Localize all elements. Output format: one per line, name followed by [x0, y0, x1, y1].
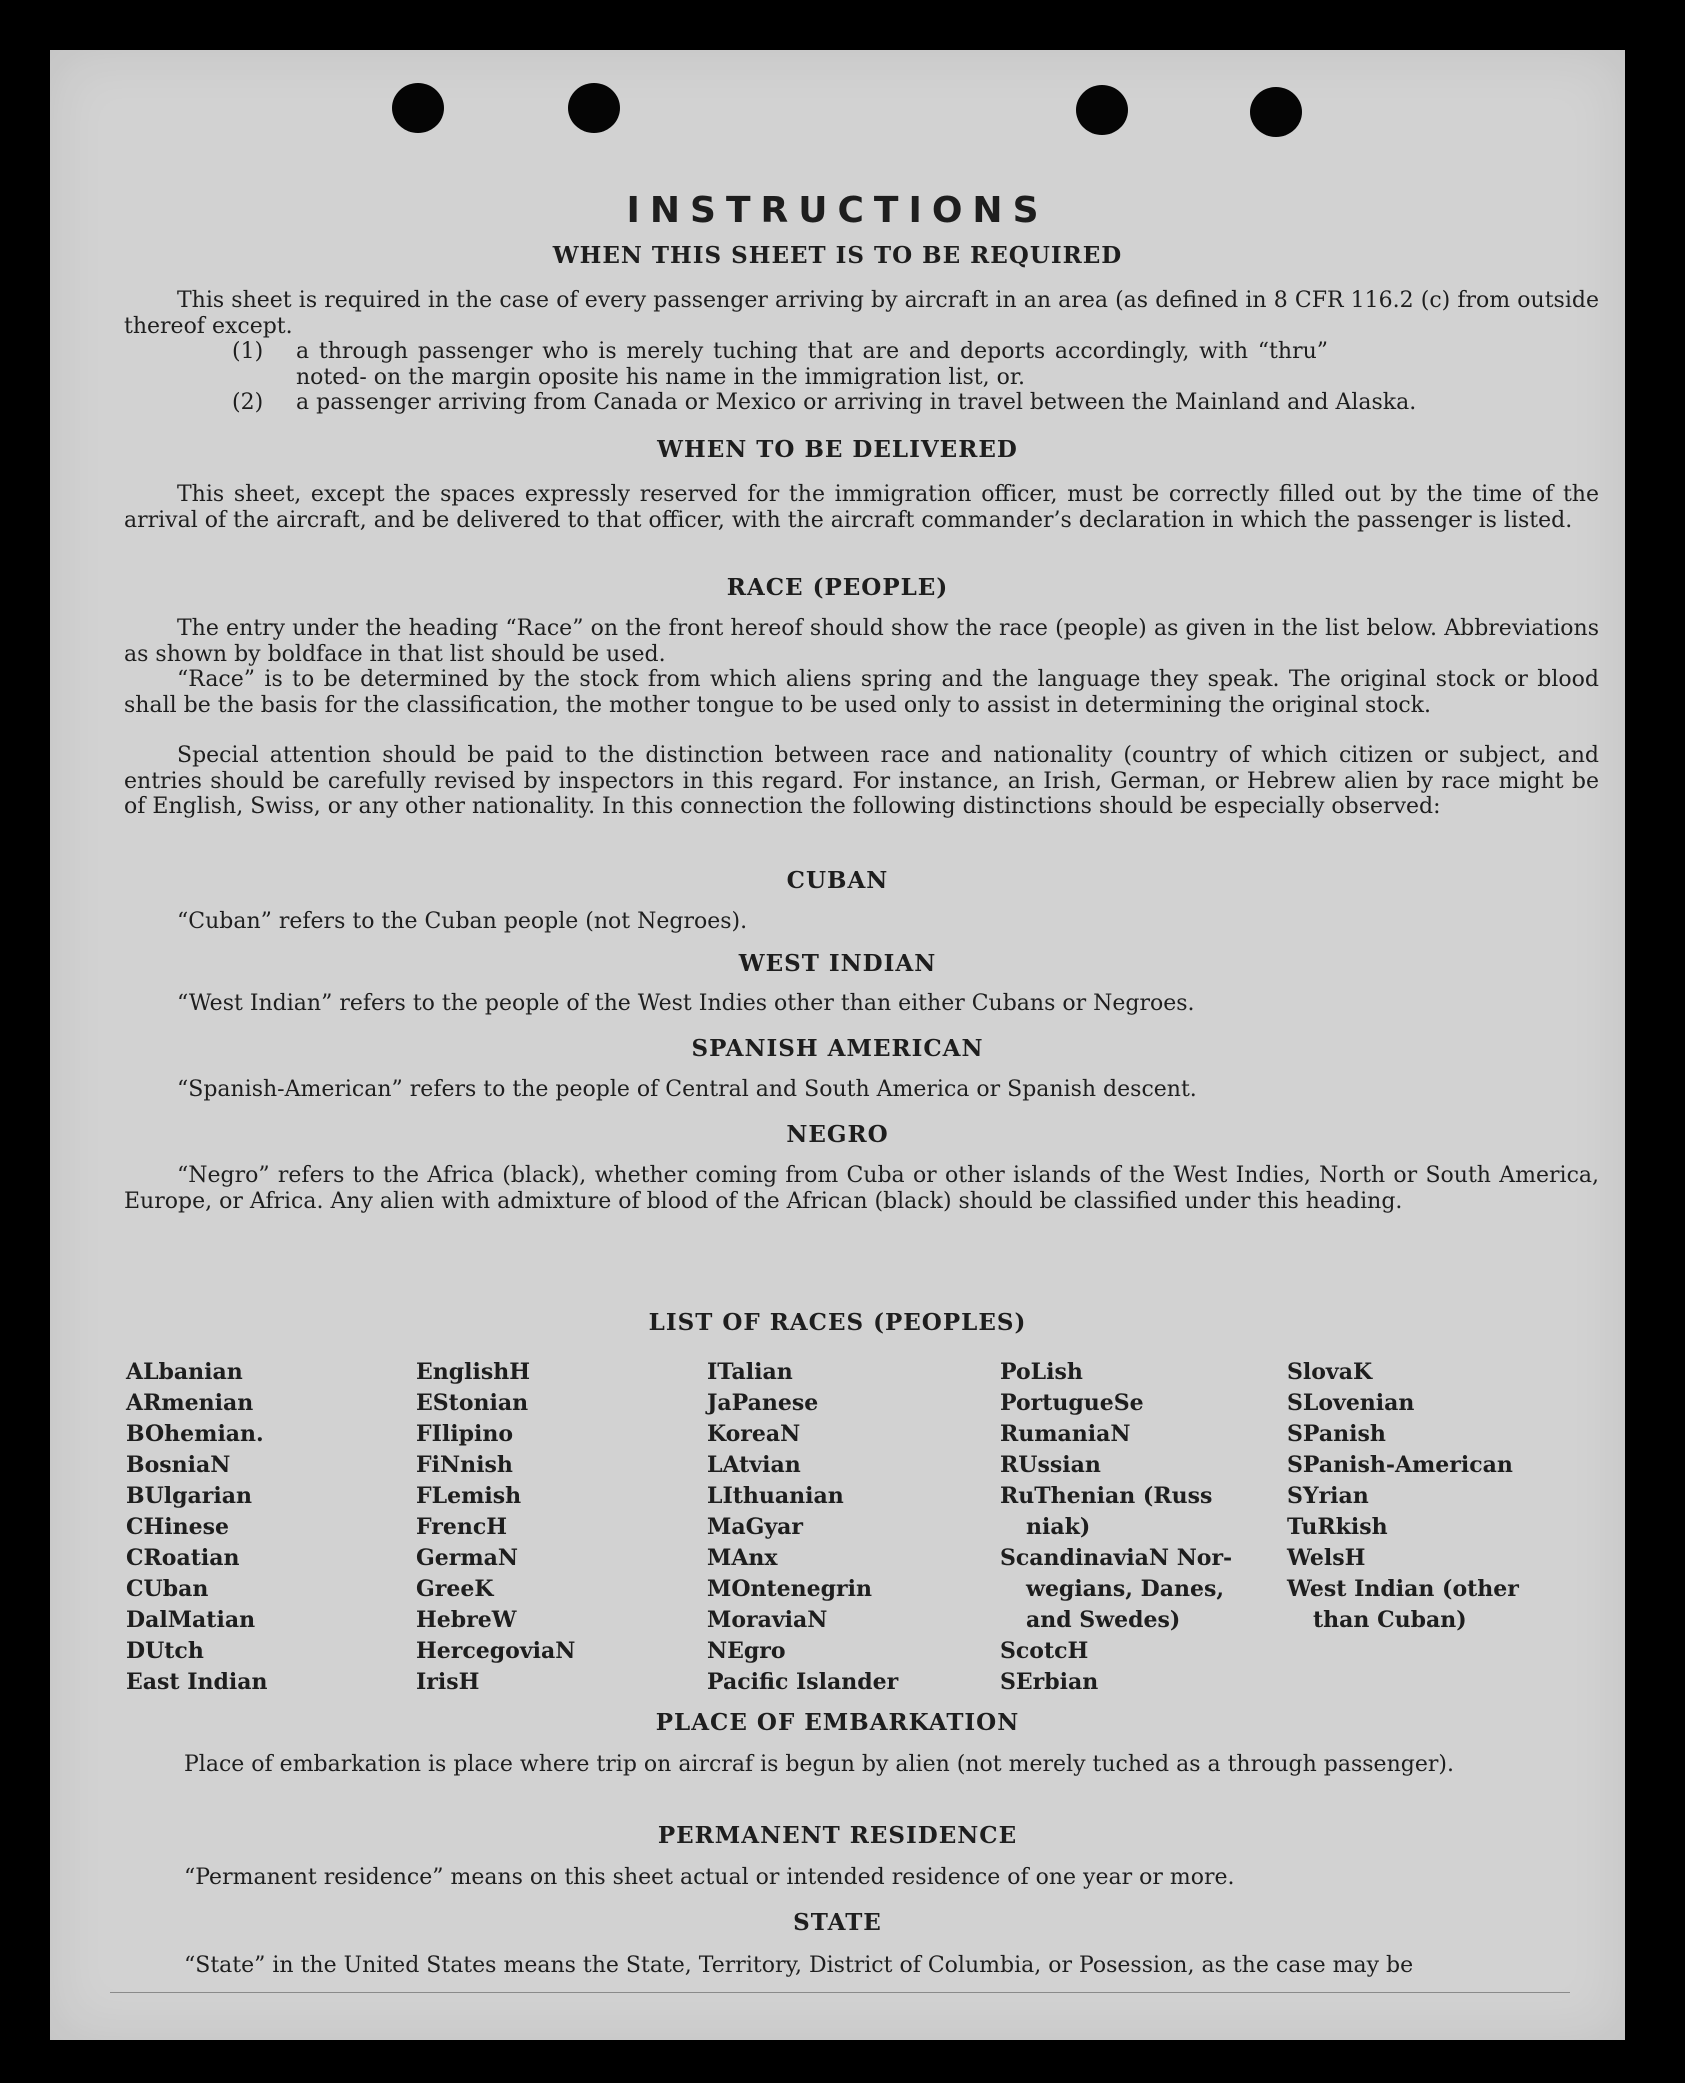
race-entry: SLovenian	[1287, 1390, 1415, 1416]
item-number: (2)	[232, 390, 264, 415]
race-entry: FLemish	[416, 1483, 522, 1509]
race-entry: RUssian	[1000, 1452, 1101, 1478]
race-entry: SYrian	[1287, 1483, 1369, 1509]
races-column-1	[126, 1357, 268, 1698]
race-entry: DUtch	[126, 1638, 204, 1664]
race-entry: CHinese	[126, 1514, 230, 1540]
race-entry: BOhemian.	[126, 1421, 264, 1447]
race-entry-continued: niak)	[1026, 1514, 1091, 1540]
punch-hole	[392, 83, 444, 133]
paragraph-embarkation: Place of embarkation is place where trip on aircraf is begun by alien (not merely tuched as a through passenger).	[184, 1752, 1454, 1777]
race-entry-continued: wegians, Danes,	[1026, 1576, 1224, 1602]
races-column-3	[707, 1357, 898, 1698]
races-column-4	[1000, 1357, 1232, 1698]
race-entry: BUlgarian	[126, 1483, 252, 1509]
race-entry: HebreW	[416, 1607, 517, 1633]
divider	[110, 1992, 1570, 1993]
race-entry: LAtvian	[707, 1452, 801, 1478]
races-column-2	[416, 1357, 575, 1698]
punch-hole	[1076, 85, 1128, 135]
heading-cuban: CUBAN	[786, 867, 889, 894]
race-entry: JaPanese	[707, 1390, 819, 1416]
race-entry-continued: and Swedes)	[1026, 1607, 1181, 1633]
race-entry: DalMatian	[126, 1607, 256, 1633]
race-entry: ALbanian	[126, 1359, 243, 1385]
race-entry: West Indian (other	[1287, 1576, 1519, 1602]
punch-hole	[1250, 87, 1302, 137]
race-entry: EStonian	[416, 1390, 529, 1416]
race-entry: FiNnish	[416, 1452, 513, 1478]
race-entry: CUban	[126, 1576, 209, 1602]
paragraph-delivered: This sheet, except the spaces expressly reserved for the immigration officer, must be correctly filled out by the time of the arrival of the aircraft, and be delivered to that officer, with the aircraft commander’s declaration in which the passenger is listed.	[124, 482, 1599, 533]
race-entry: East Indian	[126, 1669, 268, 1695]
race-entry: SlovaK	[1287, 1359, 1373, 1385]
heading-embarkation: PLACE OF EMBARKATION	[655, 1709, 1020, 1736]
race-entry: SErbian	[1000, 1669, 1099, 1695]
document-sheet	[50, 50, 1625, 2040]
race-entry: WelsH	[1287, 1545, 1366, 1571]
race-entry: ARmenian	[126, 1390, 254, 1416]
race-entry: KoreaN	[707, 1421, 801, 1447]
race-entry-continued: than Cuban)	[1313, 1607, 1467, 1633]
list-item-canada-mexico: a passenger arriving from Canada or Mexico or arriving in travel between the Mainland and Alaska.	[296, 390, 1417, 415]
paragraph-spanish-american: “Spanish-American” refers to the people of Central and South America or Spanish descent.	[177, 1077, 1197, 1102]
heading-when-delivered: WHEN TO BE DELIVERED	[657, 436, 1018, 463]
race-entry: RumaniaN	[1000, 1421, 1131, 1447]
race-entry: RuThenian (Russ	[1000, 1483, 1213, 1509]
heading-permanent-residence: PERMANENT RESIDENCE	[657, 1822, 1018, 1849]
race-entry: GermaN	[416, 1545, 519, 1571]
item-number: (1)	[232, 339, 264, 364]
race-entry: FrencH	[416, 1514, 507, 1540]
heading-west-indian: WEST INDIAN	[738, 950, 937, 977]
list-item-through-passenger: a through passenger who is merely tuching that are and deports accordingly, with “thru” noted- on the margin oposite his name in the immigration list, or.	[296, 339, 1328, 390]
race-entry: ScandinaviaN Nor-	[1000, 1545, 1233, 1571]
race-entry: MoraviaN	[707, 1607, 828, 1633]
paragraph-race-3: Special attention should be paid to the distinction between race and nationality (country of which citizen or subject, and entries should be carefully revised by inspectors in this regard. For instance, an Irish, German, or Hebrew alien by race might be of English, Swiss, or any other nationality. In this connection the following distinctions should be especially observed:	[124, 743, 1599, 819]
heading-when-required: WHEN THIS SHEET IS TO BE REQUIRED	[552, 242, 1123, 269]
race-entry: CRoatian	[126, 1545, 240, 1571]
punch-hole	[568, 83, 620, 133]
race-entry: EnglishH	[416, 1359, 531, 1385]
paragraph-cuban: “Cuban” refers to the Cuban people (not Negroes).	[177, 909, 748, 934]
paragraph-west-indian: “West Indian” refers to the people of the West Indies other than either Cubans or Negroes.	[177, 991, 1195, 1016]
paragraph-race-2: “Race” is to be determined by the stock from which aliens spring and the language they speak. The original stock or blood shall be the basis for the classification, the mother tongue to be used only to assist in determining the original stock.	[124, 667, 1599, 718]
race-entry: HercegoviaN	[416, 1638, 576, 1664]
race-entry: TuRkish	[1287, 1514, 1388, 1540]
race-entry: ScotcH	[1000, 1638, 1089, 1664]
race-entry: IrisH	[416, 1669, 480, 1695]
race-entry: PortugueSe	[1000, 1390, 1144, 1416]
race-entry: BosniaN	[126, 1452, 231, 1478]
race-entry: MOntenegrin	[707, 1576, 872, 1602]
heading-spanish-american: SPANISH AMERICAN	[691, 1035, 984, 1062]
paragraph-negro: “Negro” refers to the Africa (black), whether coming from Cuba or other islands of the West Indies, North or South America, Europe, or Africa. Any alien with admixture of blood of the African (black) should be classified under this heading.	[124, 1163, 1599, 1214]
race-entry: MAnx	[707, 1545, 778, 1571]
heading-list-of-races: LIST OF RACES (PEOPLES)	[648, 1309, 1027, 1336]
heading-race: RACE (PEOPLE)	[726, 574, 949, 601]
races-column-5	[1287, 1357, 1519, 1636]
heading-state: STATE	[793, 1909, 882, 1936]
race-entry: ITalian	[707, 1359, 793, 1385]
race-entry: SPanish-American	[1287, 1452, 1513, 1478]
paragraph-permanent-residence: “Permanent residence” means on this sheet actual or intended residence of one year or more.	[184, 1865, 1235, 1890]
race-entry: GreeK	[416, 1576, 494, 1602]
race-entry: LIthuanian	[707, 1483, 844, 1509]
race-entry: FIlipino	[416, 1421, 514, 1447]
race-entry: PoLish	[1000, 1359, 1083, 1385]
race-entry: MaGyar	[707, 1514, 804, 1540]
race-entry: SPanish	[1287, 1421, 1386, 1447]
heading-negro: NEGRO	[786, 1121, 889, 1148]
page-title: INSTRUCTIONS	[626, 190, 1049, 231]
paragraph-required-intro: This sheet is required in the case of every passenger arriving by aircraft in an area (as defined in 8 CFR 116.2 (c) from outside thereof except.	[124, 288, 1599, 339]
race-entry: Pacific Islander	[707, 1669, 899, 1695]
race-entry: NEgro	[707, 1638, 786, 1664]
paragraph-race-1: The entry under the heading “Race” on the front hereof should show the race (people) as given in the list below. Abbreviations as shown by boldface in that list should be used.	[124, 616, 1599, 667]
paragraph-state: “State” in the United States means the State, Territory, District of Columbia, or Posession, as the case may be	[184, 1953, 1414, 1978]
